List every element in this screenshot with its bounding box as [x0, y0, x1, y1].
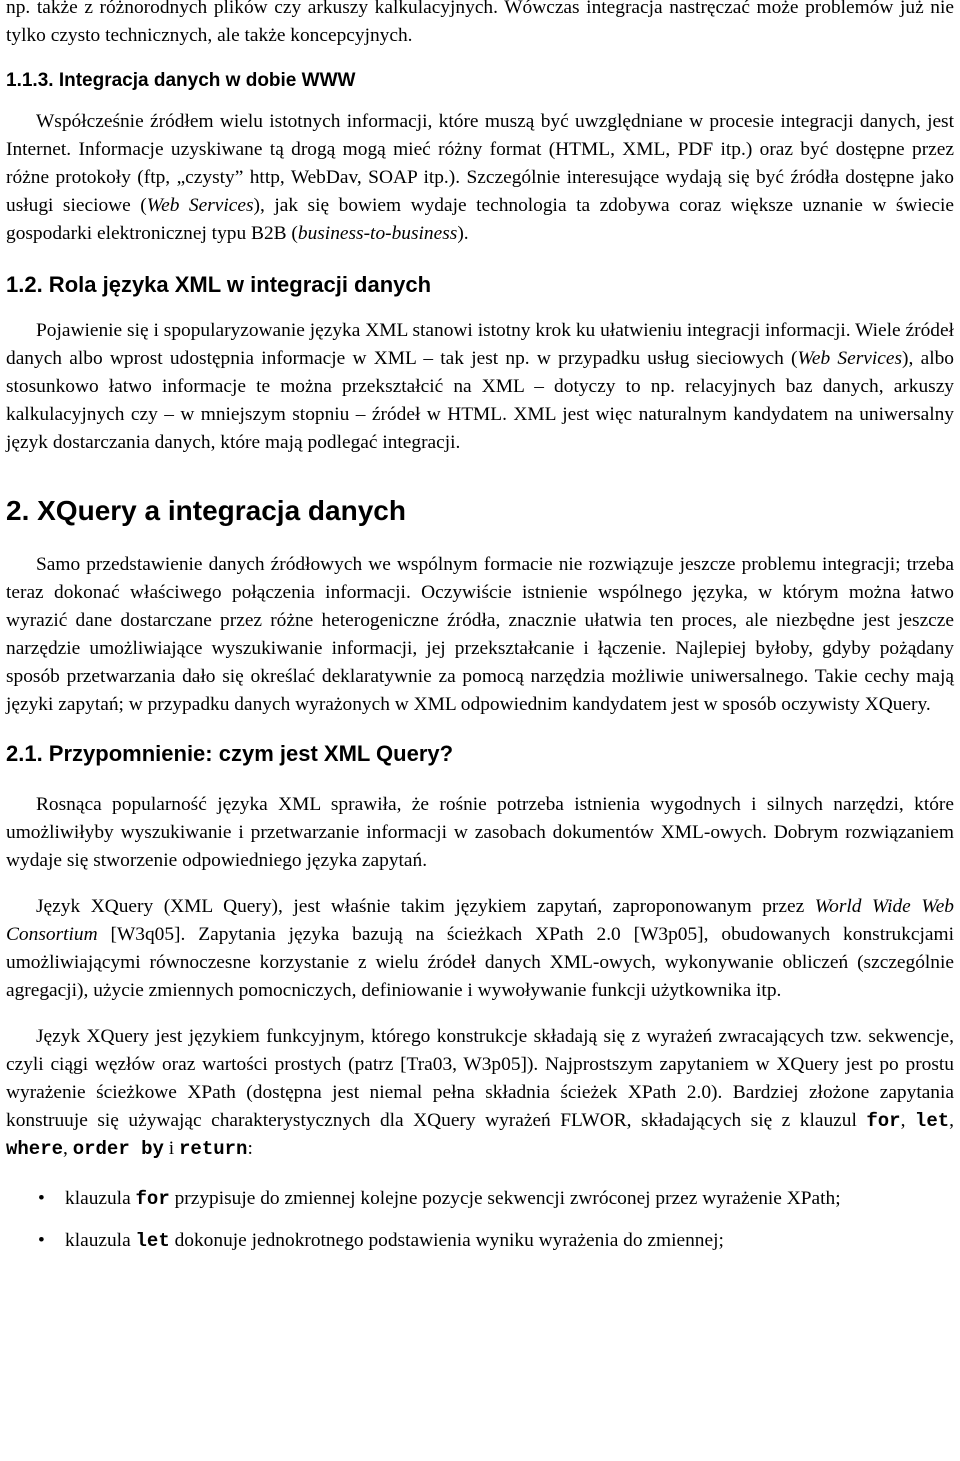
text-span: [W3q05]. Zapytania języka bazują na ścieżkach XPath 2.0 [W3p05], obudowanych konstrukcjami umożliwiającymi równoczesne korzystanie z wielu źródeł danych XML-owych, wykonywanie obliczeń (szczególnie agregacji), użycie zmiennych pomocniczych, definiowanie i wywoływanie funkcji użytkownika itp.: [6, 924, 954, 1001]
paragraph-2-1-b: [6, 893, 954, 1005]
text-span: Język XQuery (XML Query), jest właśnie takim językiem zapytań, zaproponowanym przez: [36, 896, 815, 917]
list-item: [6, 1185, 954, 1213]
heading-2-1: 2.1. Przypomnienie: czym jest XML Query?: [6, 741, 454, 766]
keyword-for: for: [866, 1110, 901, 1132]
paragraph-1-2: [6, 317, 954, 457]
intro-paragraph: np. także z różnorodnych plików czy arkuszy kalkulacyjnych. Wówczas integracja nastręczać może problemów już nie tylko czysto technicznych, ale także koncepcyjnych.: [6, 0, 954, 46]
text-span: Współcześnie źródłem wielu istotnych informacji, które muszą być uwzględniane w procesie integracji danych, jest Internet.: [6, 111, 954, 160]
text-span: przypisuje do zmiennej kolejne pozycje sekwencji zwróconej przez wyrażenie XPath;: [169, 1188, 841, 1209]
separator: ,: [63, 1138, 73, 1159]
text-span: Informacje uzyskiwane tą drogą mogą mieć różny format (HTML, XML, PDF itp.) oraz być dostępne przez różne protokoły (ftp, „czysty” http, WebDav, SOAP itp.).: [6, 139, 954, 188]
bullet-icon: •: [38, 1230, 45, 1251]
emphasis-web-services: Web Services: [797, 348, 903, 369]
keyword-return: return: [179, 1138, 248, 1160]
text-span: klauzula: [65, 1188, 136, 1209]
keyword-order-by: order by: [72, 1138, 164, 1160]
paragraph-2: Samo przedstawienie danych źródłowych we wspólnym formacie nie rozwiązuje jeszcze problemu integracji; trzeba teraz dokonać właściwego połączenia informacji. Oczywiście istnienie wspólnego języka, w którym można łatwo wyrazić dane dostarczane przez różne heterogeniczne źródła, znacznie ułatwia ten proces, ale niezbędne jest jeszcze narzędzie umożliwiające wyszukiwanie informacji, jej przekształcanie i łączenie. Najlepiej byłoby, gdyby pożądany sposób przetwarzania dało się określać deklaratywnie za pomocą narzędzia możliwie uniwersalnego. Takie cechy mają języki zapytań; w przypadku danych wyrażonych w XML odpowiednim kandydatem jest w sposób oczywisty XQuery.: [6, 554, 954, 715]
text-span: ), jak się bowiem wydaje technologia ta zdobywa coraz większe uznanie w świecie gospodarki elektronicznej typu B2B (: [6, 195, 955, 244]
keyword-let: let: [914, 1110, 950, 1132]
bullet-icon: •: [38, 1188, 45, 1209]
text-span: ).: [457, 223, 469, 244]
heading-1-2: 1.2. Rola języka XML w integracji danych: [6, 272, 432, 297]
text-span: :: [247, 1138, 253, 1159]
text-span: ), albo stosunkowo łatwo informacje te można przekształcić na XML – dotyczy to np. relacyjnych baz danych, arkuszy kalkulacyjnych czy – w mniejszym stopniu – źródeł w HTML. XML jest więc naturalnym kandydatem na uniwersalny język dostarczania danych, które mają podlegać integracji.: [6, 348, 954, 453]
text-span: Pojawienie się i spopularyzowanie języka XML stanowi istotny krok ku ułatwieniu integracji informacji. Wiele źródeł danych albo wprost udostępnia informacje w XML – tak jest np. w przypadku usług sieciowych (: [6, 320, 954, 369]
emphasis-w3c: World Wide Web Consortium: [6, 896, 955, 945]
keyword-for: for: [135, 1188, 170, 1210]
clause-list: [6, 1185, 954, 1255]
list-item: [6, 1227, 954, 1255]
text-span: dokonuje jednokrotnego podstawienia wyniku wyrażenia do zmiennej;: [169, 1230, 724, 1251]
paragraph-2-1-a: Rosnąca popularność języka XML sprawiła, że rośnie potrzeba istnienia wygodnych i silnych narzędzi, które umożliwiłyby wyszukiwanie i przetwarzanie informacji w zasobach dokumentów XML-owych. Dobrym rozwiązaniem wydaje się stworzenie odpowiedniego języka zapytań.: [6, 794, 954, 871]
text-span: Szczególnie interesujące wydają się być źródła dostępne jako usługi sieciowe (: [6, 167, 955, 216]
heading-2: 2. XQuery a integracja danych: [6, 495, 406, 526]
heading-1-1-3: 1.1.3. Integracja danych w dobie WWW: [6, 70, 356, 91]
paragraph-1-1-3: [6, 108, 954, 248]
emphasis-web-services: Web Services: [146, 195, 254, 216]
keyword-let: let: [135, 1230, 170, 1252]
separator: ,: [900, 1110, 915, 1131]
paragraph-2-1-c: [6, 1023, 954, 1163]
emphasis-b2b: business-to-business: [297, 223, 458, 244]
text-span: Język XQuery jest językiem funkcyjnym, którego konstrukcje składają się z wyrażeń zwracających tzw. sekwencje, czyli ciągi węzłów oraz wartości prostych (patrz [Tra03, W3p05]). Najprostszym zapytaniem w XQuery jest po prostu wyrażenie ścieżkowe XPath (dostępna jest niemal pełna składnia ścieżek XPath 2.0). Bardziej złożone zapytania konstruuje się używając charakterystycznych dla XQuery wyrażeń FLWOR, składających się z klauzul: [6, 1026, 954, 1131]
separator: ,: [949, 1110, 954, 1131]
keyword-where: where: [6, 1138, 64, 1160]
text-span: i: [163, 1138, 180, 1159]
text-span: klauzula: [65, 1230, 136, 1251]
